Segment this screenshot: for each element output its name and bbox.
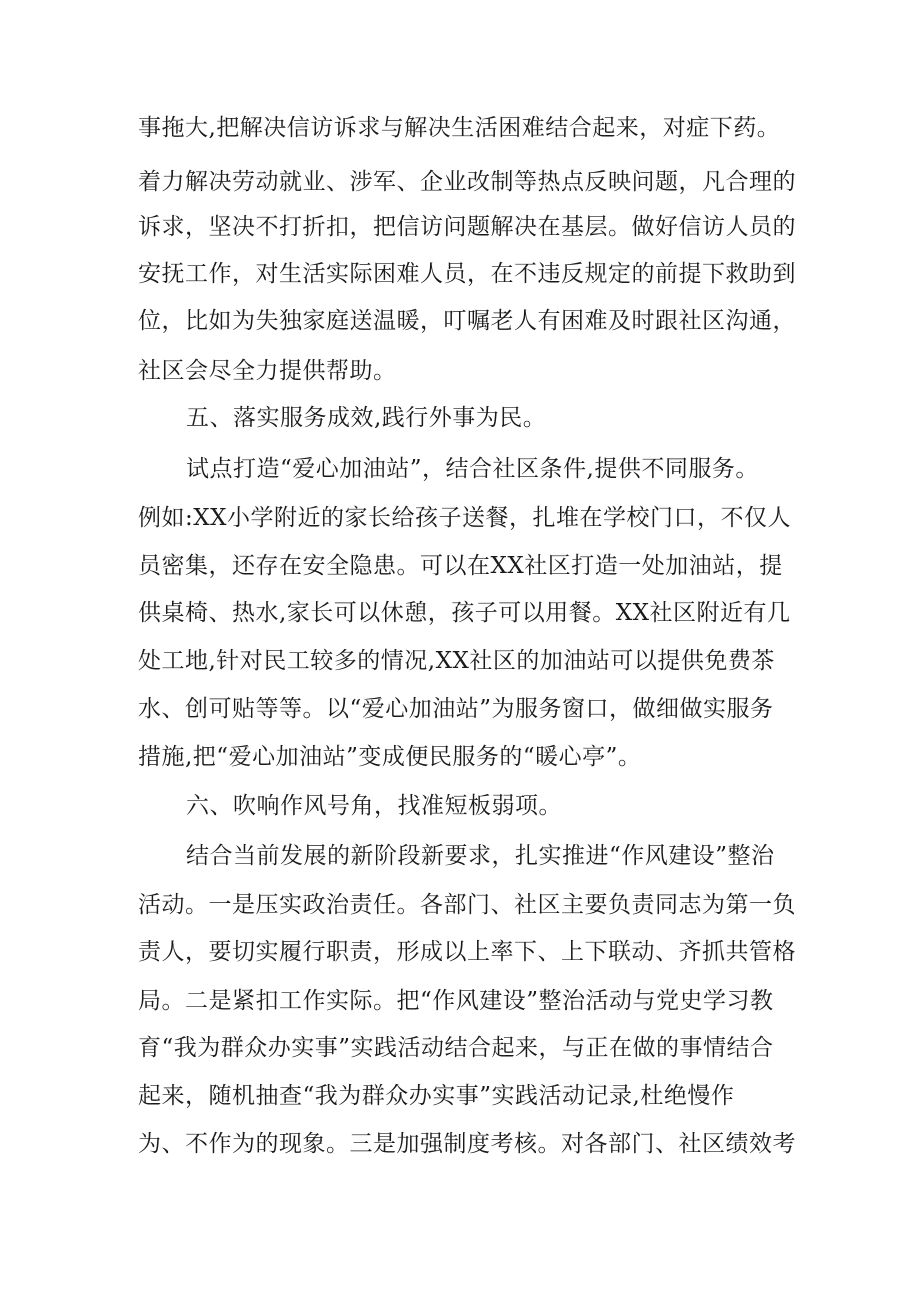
body-text-line: 着力解决劳动就业、涉军、企业改制等热点反映问题，凡合理的 (138, 169, 796, 195)
body-text-line: 诉求，坚决不打折扣，把信访问题解决在基层。做好信访人员的 (138, 214, 796, 240)
body-text-line: 为、不作为的现象。三是加强制度考核。对各部门、社区绩效考 (138, 1131, 796, 1157)
body-text-line: 责人，要切实履行职责，形成以上率下、上下联动、齐抓共管格 (138, 939, 796, 965)
body-text-line: 起来，随机抽查“我为群众办实事”实践活动记录,杜绝慢作 (138, 1083, 735, 1109)
body-text-line: 员密集，还存在安全隐患。可以在XX社区打造一处加油站，提 (138, 553, 783, 579)
body-text-line: 社区会尽全力提供帮助。 (138, 358, 397, 384)
section-heading-6: 六、吹响作风号角，找准短板弱项。 (186, 793, 562, 819)
body-text-line: 事拖大,把解决信访诉求与解决生活困难结合起来，对症下药。 (138, 115, 781, 141)
body-text-line: 位，比如为失独家庭送温暖，叮嘱老人有困难及时跟社区沟通， (138, 308, 796, 334)
section-heading-5: 五、落实服务成效,践行外事为民。 (186, 405, 547, 431)
body-text-line: 供桌椅、热水,家长可以休憩，孩子可以用餐。XX社区附近有几 (138, 600, 791, 626)
body-text-line: 活动。一是压实政治责任。各部门、社区主要负责同志为第一负 (138, 892, 796, 918)
body-text-line: 育“我为群众办实事”实践活动结合起来，与正在做的事情结合 (138, 1035, 774, 1061)
body-text-line: 例如:XX小学附近的家长给孩子送餐，扎堆在学校门口，不仅人 (138, 505, 791, 531)
paragraph-start-line: 结合当前发展的新阶段新要求，扎实推进“作风建设”整治 (186, 843, 775, 869)
body-text-line: 水、创可贴等等。以“爱心加油站”为服务窗口，做细做实服务 (138, 696, 774, 722)
body-text-line: 安抚工作，对生活实际困难人员，在不违反规定的前提下救助到 (138, 261, 796, 287)
paragraph-start-line: 试点打造“爱心加油站”，结合社区条件,提供不同服务。 (186, 456, 759, 482)
body-text-line: 措施,把“爱心加油站”变成便民服务的“暖心亭”。 (138, 744, 642, 770)
body-text-line: 处工地,针对民工较多的情况,XX社区的加油站可以提供免费茶 (138, 648, 775, 674)
body-text-line: 局。二是紧扣工作实际。把“作风建设”整治活动与党史学习教 (138, 988, 774, 1014)
